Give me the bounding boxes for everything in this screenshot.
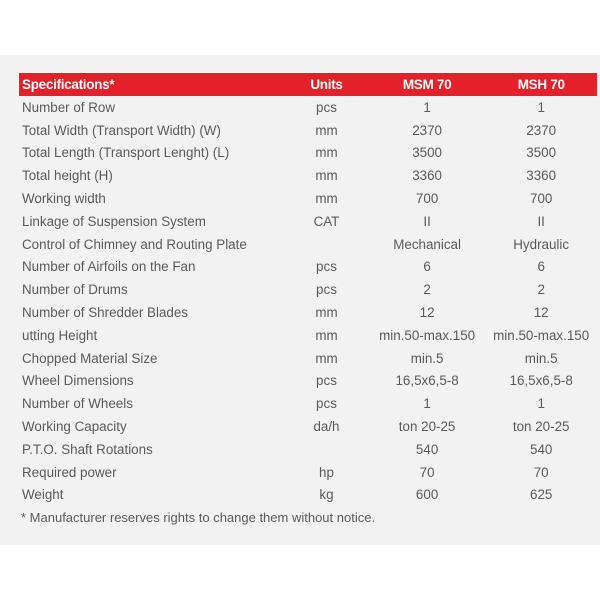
spec-msh-70: 16,5x6,5-8 — [509, 373, 573, 389]
spec-msm-70: 2370 — [412, 122, 442, 138]
table-row — [19, 370, 597, 393]
spec-unit: mm — [315, 145, 338, 161]
spec-table-body — [19, 96, 597, 506]
spec-msh-70: 3360 — [526, 168, 557, 184]
spec-msh-70: min.5 — [524, 350, 558, 366]
spec-msm-70: ton 20-25 — [398, 419, 456, 435]
table-row — [19, 142, 597, 165]
table-row — [19, 301, 597, 324]
spec-panel — [0, 55, 600, 545]
spec-msh-70: Hydraulic — [513, 236, 570, 252]
table-row — [19, 210, 597, 233]
table-row — [19, 187, 597, 210]
table-row — [19, 324, 597, 347]
header-msm-70: MSM 70 — [369, 73, 486, 96]
spec-msh-70: 1 — [537, 99, 545, 115]
spec-msm-70: 3360 — [412, 168, 442, 184]
spec-unit: kg — [319, 487, 334, 503]
header-msh-70: MSH 70 — [485, 73, 597, 96]
spec-table — [19, 73, 597, 506]
table-row — [19, 119, 597, 142]
spec-msm-70: Mechanical — [393, 236, 461, 252]
spec-msm-70: 2 — [423, 282, 431, 298]
spec-name: Number of Wheels — [22, 396, 133, 412]
spec-unit: hp — [319, 464, 334, 480]
spec-name: utting Height — [22, 327, 98, 343]
table-row — [19, 392, 597, 415]
spec-msm-70: 700 — [415, 191, 439, 207]
spec-unit: mm — [315, 327, 338, 343]
table-row — [19, 484, 597, 507]
spec-msm-70: 1 — [423, 396, 431, 412]
spec-msh-70: 625 — [530, 487, 553, 503]
spec-msm-70: min.5 — [410, 350, 444, 366]
spec-msh-70: 700 — [530, 191, 553, 207]
spec-msh-70: 70 — [533, 464, 549, 480]
table-row — [19, 461, 597, 484]
spec-name: Number of Drums — [22, 282, 128, 298]
spec-unit: CAT — [313, 213, 340, 229]
spec-msh-70: ton 20-25 — [512, 419, 570, 435]
spec-msm-70: 600 — [415, 487, 439, 503]
spec-name: Required power — [22, 464, 117, 480]
spec-msm-70: II — [423, 213, 431, 229]
spec-unit: mm — [315, 305, 338, 321]
table-row — [19, 415, 597, 438]
footnote: * Manufacturer reserves rights to change them without notice. — [21, 510, 376, 525]
spec-msm-70: 6 — [423, 259, 431, 275]
spec-name: Chopped Material Size — [22, 350, 158, 366]
spec-unit: mm — [315, 350, 338, 366]
spec-unit: mm — [315, 191, 338, 207]
spec-msm-70: min.50-max.150 — [379, 327, 476, 343]
spec-name: Linkage of Suspension System — [22, 213, 206, 229]
spec-name: Number of Row — [22, 99, 116, 115]
table-row — [19, 233, 597, 256]
spec-msh-70: II — [537, 213, 545, 229]
header-specifications: Specifications* — [19, 73, 284, 96]
table-row — [19, 347, 597, 370]
spec-unit: pcs — [316, 396, 337, 412]
spec-unit: mm — [315, 168, 338, 184]
spec-msh-70: 12 — [533, 305, 549, 321]
spec-unit: da/h — [313, 419, 340, 435]
spec-unit: pcs — [316, 99, 337, 115]
spec-name: Control of Chimney and Routing Plate — [22, 236, 247, 252]
spec-name: Total height (H) — [22, 168, 113, 184]
spec-msh-70: 3500 — [526, 145, 557, 161]
spec-name: Working width — [22, 191, 106, 207]
spec-unit: pcs — [316, 282, 337, 298]
spec-table-header-row — [19, 73, 597, 96]
spec-msm-70: 70 — [419, 464, 435, 480]
table-row — [19, 164, 597, 187]
table-row — [19, 256, 597, 279]
spec-unit — [284, 233, 369, 256]
spec-msm-70: 1 — [423, 99, 431, 115]
table-row — [19, 278, 597, 301]
spec-msh-70: 6 — [537, 259, 545, 275]
spec-unit: pcs — [316, 373, 337, 389]
spec-unit — [284, 438, 369, 461]
spec-name: Total Length (Transport Lenght) (L) — [22, 145, 230, 161]
spec-name: Number of Airfoils on the Fan — [22, 259, 196, 275]
spec-unit: pcs — [316, 259, 337, 275]
spec-msh-70: 2370 — [526, 122, 557, 138]
spec-unit: mm — [315, 122, 338, 138]
spec-msh-70: 1 — [537, 396, 545, 412]
table-row — [19, 438, 597, 461]
table-row — [19, 96, 597, 119]
spec-msm-70: 12 — [419, 305, 435, 321]
spec-name: Weight — [22, 487, 64, 503]
spec-name: Total Width (Transport Width) (W) — [22, 122, 221, 138]
spec-name: Number of Shredder Blades — [22, 305, 188, 321]
spec-name: Working Capacity — [22, 419, 127, 435]
header-units: Units — [284, 73, 369, 96]
spec-msm-70: 16,5x6,5-8 — [395, 373, 459, 389]
spec-msh-70: min.50-max.150 — [493, 327, 590, 343]
spec-msh-70: 2 — [537, 282, 545, 298]
spec-msm-70: 540 — [415, 441, 439, 457]
spec-msh-70: 540 — [530, 441, 553, 457]
spec-name: Wheel Dimensions — [22, 373, 134, 389]
spec-name: P.T.O. Shaft Rotations — [22, 441, 153, 457]
spec-msm-70: 3500 — [412, 145, 442, 161]
